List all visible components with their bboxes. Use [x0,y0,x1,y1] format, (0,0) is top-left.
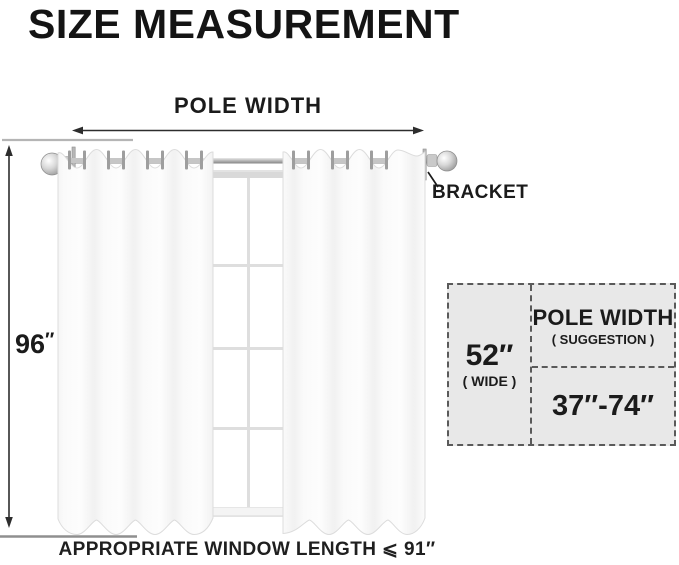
spec-suggestion-note: ( SUGGESTION ) [551,331,655,347]
pole-width-label: POLE WIDTH [173,93,323,118]
spec-width-value: 52″ [465,338,514,372]
spec-panel [447,283,676,446]
spec-width-note: ( WIDE ) [462,373,517,390]
spec-right-column [532,285,674,444]
pole-width-arrow [72,127,424,135]
height-arrow [5,145,13,528]
height-inch-mark: ″ [45,329,55,352]
spec-range-cell [532,368,674,444]
spec-width-cell [449,285,532,444]
spec-suggestion-title: POLE WIDTH [532,304,674,330]
page-title: SIZE MEASUREMENT [28,1,460,47]
spec-suggestion-cell [532,285,674,368]
spec-range-value: 37″-74″ [552,389,654,422]
height-value: 96 [15,329,46,359]
bracket-label: BRACKET [432,182,529,203]
window-length-label: APPROPRIATE WINDOW LENGTH ⩽ 91″ [58,539,436,560]
height-label [15,329,54,360]
